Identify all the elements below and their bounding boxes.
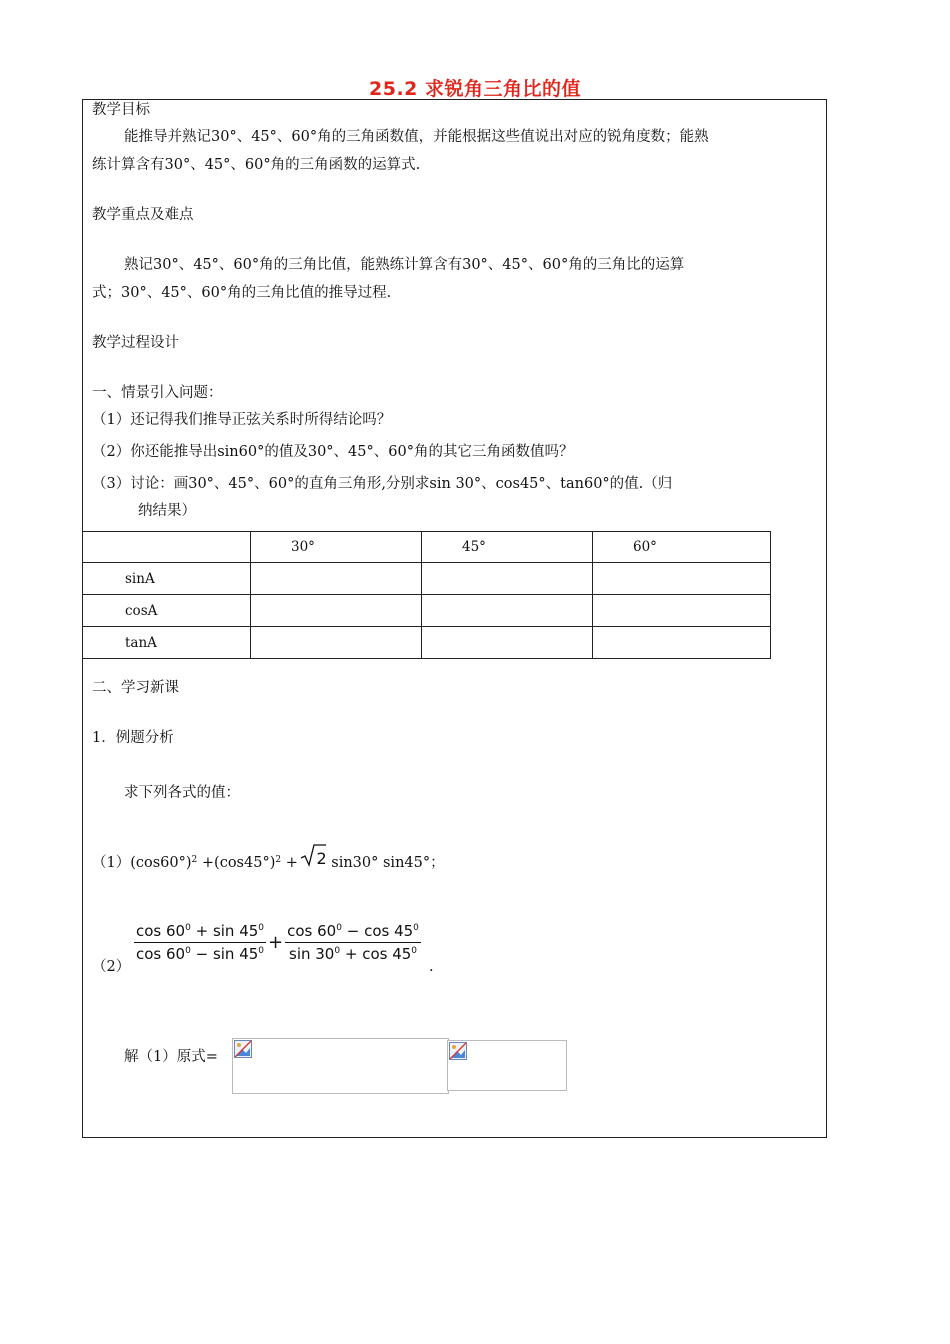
table-header-60: 60° xyxy=(593,532,771,563)
example-1-part: sin30° sin45°； xyxy=(331,855,445,871)
goal-line-2: 练计算含有30°、45°、60°角的三角函数的运算式. xyxy=(92,157,421,173)
fraction-1 xyxy=(134,922,266,963)
page-title: 25.2 求锐角三角比的值 xyxy=(369,78,581,100)
example-1 xyxy=(92,849,445,873)
table-cell xyxy=(251,563,422,595)
question-3-cont: 纳结果） xyxy=(138,503,196,519)
table-header-45: 45° xyxy=(422,532,593,563)
table-cell xyxy=(593,563,771,595)
example-2-number: （2） xyxy=(92,959,131,975)
fraction-2-numerator: $\cos 60^0 - \cos 45^0$ xyxy=(285,922,421,943)
key-line-2: 式；30°、45°、60°角的三角比值的推导过程. xyxy=(92,285,392,301)
key-heading: 教学重点及难点 xyxy=(92,207,194,223)
question-2: （2）你还能推导出sin60°的值及30°、45°、60°角的其它三角函数值吗？ xyxy=(92,444,574,460)
example-1-part: +(cos45°) xyxy=(197,855,276,871)
process-heading: 教学过程设计 xyxy=(92,335,179,351)
table-cell xyxy=(422,595,593,627)
table-header-30: 30° xyxy=(251,532,422,563)
section2-heading: 二、学习新课 xyxy=(92,680,179,696)
fraction-1-numerator: $\cos 60^0 + \sin 45^0$ xyxy=(134,922,266,943)
exponent: 2 xyxy=(191,855,198,865)
table-cell xyxy=(251,627,422,659)
example-1-part: (cos60°) xyxy=(130,855,192,871)
section1-heading: 一、情景引入问题： xyxy=(92,385,223,401)
example-2-expression xyxy=(134,922,421,963)
sqrt-symbol xyxy=(302,849,326,869)
goal-heading: 教学目标 xyxy=(92,102,150,118)
table-cell xyxy=(593,595,771,627)
broken-image-placeholder xyxy=(447,1040,567,1091)
fraction-2 xyxy=(285,922,421,963)
exponent: 2 xyxy=(275,855,282,865)
table-corner-cell xyxy=(83,532,251,563)
table-cell xyxy=(593,627,771,659)
table-row xyxy=(83,563,771,595)
table-cell xyxy=(422,627,593,659)
solution-label: 解（1）原式= xyxy=(124,1049,218,1065)
example-1-part: + xyxy=(281,855,298,871)
task-text: 求下列各式的值： xyxy=(124,785,240,801)
key-line-1: 熟记30°、45°、60°角的三角比值，能熟练计算含有30°、45°、60°角的三角比的运算 xyxy=(124,257,685,273)
table-header-row xyxy=(83,532,771,563)
table-cell xyxy=(251,595,422,627)
example-2-end: . xyxy=(429,959,434,975)
question-1: （1）还记得我们推导正弦关系时所得结论吗？ xyxy=(92,412,392,428)
trig-table xyxy=(82,531,771,659)
section2-sub: 1．例题分析 xyxy=(92,730,174,746)
radical-sign-icon xyxy=(300,843,326,867)
table-cell xyxy=(422,563,593,595)
table-row xyxy=(83,627,771,659)
broken-image-placeholder xyxy=(232,1038,449,1094)
table-row-label: cosA xyxy=(83,595,251,627)
table-row xyxy=(83,595,771,627)
goal-line-1: 能推导并熟记30°、45°、60°角的三角函数值，并能根据这些值说出对应的锐角度数；能熟 xyxy=(124,129,709,145)
example-1-number: （1） xyxy=(92,855,131,871)
table-row-label: sinA xyxy=(83,563,251,595)
plus-sign: + xyxy=(268,932,284,953)
broken-image-icon xyxy=(449,1042,467,1060)
table-row-label: tanA xyxy=(83,627,251,659)
broken-image-icon xyxy=(234,1040,252,1058)
question-3: （3）讨论：画30°、45°、60°的直角三角形,分别求sin 30°、cos45°、tan60°的值.（归 xyxy=(92,476,673,492)
fraction-1-denominator: $\cos 60^0 - \sin 45^0$ xyxy=(136,945,265,963)
fraction-2-denominator: $\sin 30^0 + \cos 45^0$ xyxy=(289,945,418,963)
radicand: 2 xyxy=(316,849,327,868)
